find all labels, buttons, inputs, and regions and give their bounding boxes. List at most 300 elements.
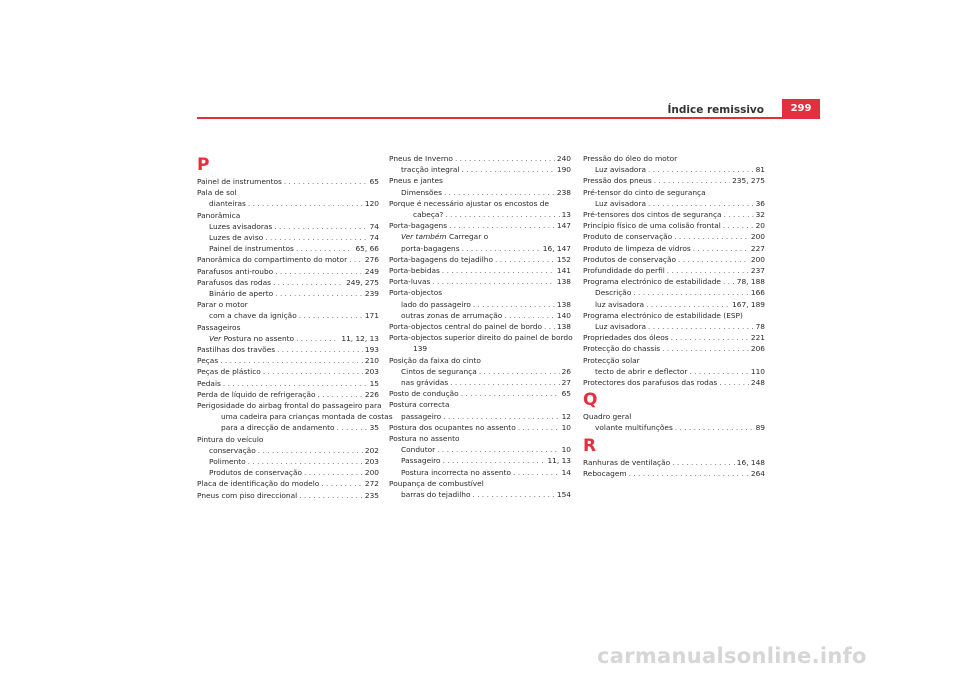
index-entry-text: Carregar o [446,232,489,242]
index-entry-text: Pré-tensor do cinto de segurança [583,187,706,197]
index-entry [389,467,571,478]
index-entry [389,433,571,444]
dot-leader [678,254,749,265]
dot-leader [275,266,363,277]
index-entry-text: Parafusos anti-roubo [197,266,274,276]
index-entry [389,411,571,422]
index-letter-heading: R [583,435,597,456]
index-entry [197,176,379,187]
index-entry-page: 15 [369,378,379,388]
index-entry [583,153,765,164]
index-entry [583,287,765,298]
index-entry-text: Postura no assento [221,333,295,343]
index-entry-page: 167, 189 [732,299,765,309]
index-entry-page: 74 [369,221,379,231]
dot-leader [462,243,541,254]
index-entry [583,209,765,220]
index-entry [389,355,571,366]
index-entry-page: 276 [364,255,379,265]
index-entry-page: 238 [556,187,571,197]
dot-leader [473,489,555,500]
index-entry [583,332,765,343]
index-entry [389,310,571,321]
dot-leader [504,310,555,321]
index-entry-page: 36 [755,198,765,208]
index-entry-text: Passageiro [401,456,441,466]
index-entry-text: Pressão dos pneus [583,176,652,186]
index-entry [197,221,379,232]
dot-leader [450,377,559,388]
index-entry-page: 200 [750,232,765,242]
index-entry [389,366,571,377]
index-entry [583,164,765,175]
index-entry-page: 20 [755,221,765,231]
index-entry-page: 110 [750,366,765,376]
index-entry-text: Poupança de combustível [389,478,484,488]
dot-leader [437,444,559,455]
index-entry [389,198,571,209]
index-entry [583,187,765,198]
index-entry-text: 139 [413,344,428,354]
page-number-badge: 299 [782,99,820,118]
index-letter-heading: P [197,155,210,175]
dot-leader [284,176,368,187]
index-entry [197,277,379,288]
index-entry-text: Posição da faixa do cinto [389,355,481,365]
index-entry-text: Rebocagem [583,468,627,478]
index-entry-text: Condutor [401,445,436,455]
index-entry [389,343,571,354]
index-entry [197,254,379,265]
index-entry-text: uma cadeira para crianças montada de costas [221,412,393,422]
index-entry [389,388,571,399]
index-entry [389,164,571,175]
index-entry-text: Pastilhas dos travões [197,345,276,355]
index-entry [583,355,765,366]
index-entry-text: Protecção solar [583,355,640,365]
index-entry-text: Cintos de segurança [401,366,477,376]
index-entry-text: Protectores dos parafusos das rodas [583,378,718,388]
index-entry-text: Luz avisadora [595,322,647,332]
dot-leader [667,265,749,276]
dot-leader [321,478,363,489]
index-entry [197,478,379,489]
index-entry-text: Luzes de aviso [209,233,264,243]
dot-leader [223,378,368,389]
index-entry-page: 16, 148 [736,457,765,467]
dot-leader [723,220,754,231]
index-entry [389,231,571,242]
dot-leader [296,243,354,254]
index-entry-text: Posto de condução [389,389,459,399]
index-entry-text: Protecção do chassis [583,344,661,354]
index-entry [389,243,571,254]
index-entry [389,276,571,287]
index-entry [389,175,571,186]
index-entry-text: Porta-luvas [389,277,431,287]
index-entry-text: Parar o motor [197,300,248,310]
index-entry [197,422,379,433]
dot-leader [432,276,555,287]
index-entry-text: Pala de sol [197,188,237,198]
index-entry-page: 65 [369,177,379,186]
index-entry-reference: Ver também [401,232,447,242]
index-entry-page: 272 [364,479,379,489]
index-entry [389,332,571,343]
index-entry-text: Produto de conservação [583,232,673,242]
index-entry-text: Ranhuras de ventilação [583,457,671,467]
index-entry-text: nas grávidas [401,378,449,388]
index-entry-text: Programa electrónico de estabilidade [583,277,721,287]
index-entry-text: Binário de aperto [209,289,274,299]
index-entry-text: Propriedades dos óleos [583,333,669,343]
dot-leader [248,198,363,209]
index-entry-page: 210 [364,356,379,366]
index-entry-page: 16, 147 [542,243,571,253]
index-entry-page: 27 [561,378,571,388]
watermark: carmanualsonline.info [597,644,867,668]
index-entry [197,378,379,389]
index-entry-page: 239 [364,289,379,299]
header-rule [197,117,820,119]
dot-leader [473,299,555,310]
dot-leader [258,445,363,456]
index-entry [583,343,765,354]
index-entry-page: 14 [561,467,571,477]
index-entry-page: 10 [561,422,571,432]
index-entry-text: Painel de instrumentos [197,177,282,186]
index-entry-text: Porta-bebidas [389,266,440,276]
index-entry-page: 78 [755,322,765,332]
index-entry-text: Polimento [209,457,246,467]
dot-leader [518,422,560,433]
index-entry-text: luz avisadora [595,299,645,309]
index-entry-text: Passageiros [197,322,241,332]
index-entry-text: Perda de líquido de refrigeração [197,389,316,399]
index-entry-page: 249, 275 [346,277,379,287]
dot-leader [277,344,363,355]
dot-leader [646,299,730,310]
dot-leader [304,467,363,478]
index-entry-page: 32 [755,210,765,220]
index-entry-text: Luz avisadora [595,198,647,208]
index-entry-page: 26 [561,366,571,376]
index-entry-text: Panorâmica do compartimento do motor [197,255,348,265]
index-entry-text: outras zonas de arrumação [401,310,503,320]
index-entry-text: Pneus de Inverno [389,154,453,163]
index-entry-text: lado do passageiro [401,299,471,309]
dot-leader [442,265,555,276]
index-entry [197,310,379,321]
dot-leader [455,153,555,164]
dot-leader [263,366,363,377]
dot-leader [461,388,560,399]
dot-leader [443,455,546,466]
index-entry-text: Peças [197,356,219,366]
index-entry-page: 81 [755,165,765,175]
dot-leader [674,231,749,242]
index-entry [197,187,379,198]
dot-leader [648,321,754,332]
index-entry [583,299,765,310]
dot-leader [633,287,749,298]
index-entry [389,187,571,198]
index-entry-text: Pressão do óleo do motor [583,154,678,163]
index-entry-text: Porta-bagagens [389,221,448,231]
dot-leader [462,164,555,175]
dot-leader [445,209,559,220]
index-entry [197,333,379,344]
dot-leader [299,490,363,501]
dot-leader [648,164,754,175]
index-entry [583,243,765,254]
index-entry-text: tecto de abrir e deflector [595,366,688,376]
index-entry [389,299,571,310]
dot-leader [318,389,363,400]
index-entry-page: 10 [561,445,571,455]
index-entry-page: 166 [750,288,765,298]
index-entry [197,400,382,411]
index-entry-page: 89 [755,423,765,433]
dot-leader [513,467,560,478]
index-entry-text: Porta-objectos [389,288,443,298]
dot-leader [220,355,363,366]
index-entry-page: 203 [364,367,379,377]
index-entry-text: Postura dos ocupantes no assento [389,422,516,432]
index-entry-page: 237 [750,266,765,276]
index-entry-text: Postura incorrecta no assento [401,467,511,477]
index-entry [389,209,571,220]
dot-leader [296,333,339,344]
index-entry [583,310,765,321]
dot-leader [672,457,735,468]
index-entry [389,321,571,332]
index-entry [389,444,571,455]
index-entry-text: Postura correcta [389,400,450,410]
index-entry [197,389,379,400]
dot-leader [671,332,749,343]
index-entry [583,377,765,388]
dot-leader [444,187,555,198]
index-entry-page: 200 [750,254,765,264]
index-entry-text: conservação [209,445,256,455]
dot-leader [654,175,730,186]
index-entry-page: 203 [364,457,379,467]
index-entry-page: 202 [364,445,379,455]
index-entry [197,456,379,467]
index-entry-page: 226 [364,389,379,399]
index-entry-page: 140 [556,310,571,320]
page-header-title: Índice remissivo [667,104,764,116]
index-entry [197,490,379,501]
index-entry-text: Pré-tensores dos cintos de segurança [583,210,722,220]
index-entry-page: 190 [556,165,571,175]
dot-leader [274,221,367,232]
index-entry-page: 65 [561,389,571,399]
index-entry-page: 65, 66 [355,244,379,254]
index-entry-text: cabeça? [413,210,444,220]
dot-leader [723,276,735,287]
index-entry [583,220,765,231]
index-entry-page: 240 [556,154,571,163]
index-entry-page: 206 [750,344,765,354]
index-entry [197,344,379,355]
index-entry-text: Luz avisadora [595,165,647,175]
index-entry [583,366,765,377]
dot-leader [719,377,749,388]
index-entry-text: Produto de limpeza de vidros [583,243,691,253]
index-entry [583,175,765,186]
dot-leader [479,366,560,377]
index-entry-text: passageiro [401,411,442,421]
index-entry-text: Placa de identificação do modelo [197,479,320,489]
index-entry-text: barras do tejadilho [401,490,471,500]
index-entry [197,243,379,254]
index-entry-text: Porta-objectos superior direito do painel de bordo [389,333,573,343]
index-entry [389,489,571,500]
index-entry-page: 248 [750,378,765,388]
index-entry [197,411,393,422]
index-entry [197,467,379,478]
index-entry [197,355,379,366]
index-entry [197,266,379,277]
dot-leader [689,366,748,377]
index-entry [197,434,379,445]
index-entry [197,366,379,377]
index-entry-text: Postura no assento [389,434,460,444]
index-entry-page: 120 [364,199,379,209]
index-entry-text: com a chave da ignição [209,311,297,321]
index-column-3 [583,153,765,479]
index-entry-text: Pedais [197,378,221,388]
index-entry [389,422,571,433]
index-entry-page: 11, 13 [547,456,571,466]
index-entry-page: 35 [369,423,379,433]
index-entry-page: 138 [556,277,571,287]
index-entry-text: Parafusos das rodas [197,277,271,287]
index-entry [197,299,379,310]
index-entry [583,276,765,287]
index-entry [389,265,571,276]
index-entry [583,422,765,433]
dot-leader [443,411,559,422]
index-entry-page: 138 [556,322,571,332]
index-column-1 [197,153,393,501]
dot-leader [248,456,363,467]
dot-leader [724,209,754,220]
index-entry-text: Profundidade do perfil [583,266,665,276]
dot-leader [495,254,555,265]
index-entry-text: tracção integral [401,165,460,175]
index-entry-text: Produtos de conservação [583,254,677,264]
index-entry [389,478,571,489]
index-entry [197,198,379,209]
index-entry-page: 74 [369,233,379,243]
index-entry-text: Luzes avisadoras [209,221,273,231]
index-entry-text: dianteiras [209,199,246,209]
index-entry [583,231,765,242]
index-entry-page: 12 [561,411,571,421]
index-entry-text: Dimensões [401,187,442,197]
index-entry [583,457,765,468]
index-entry-text: Quadro geral [583,412,632,422]
index-entry-page: 249 [364,266,379,276]
index-entry [389,254,571,265]
index-entry [197,232,379,243]
dot-leader [662,343,749,354]
dot-leader [273,277,344,288]
dot-leader [648,198,754,209]
index-entry-page: 200 [364,468,379,478]
index-letter-heading: Q [583,390,598,411]
index-entry-page: 147 [556,221,571,231]
index-entry [583,254,765,265]
index-entry [197,322,379,333]
index-entry-text: Panorâmica [197,210,241,220]
dot-leader [544,321,555,332]
dot-leader [449,220,555,231]
index-entry-text: Porta-bagagens do tejadilho [389,254,494,264]
index-entry-text: Peças de plástico [197,367,261,377]
index-entry [389,455,571,466]
index-entry-page: 264 [750,468,765,478]
index-column-2 [389,153,571,500]
index-entry [583,321,765,332]
index-entry-page: 154 [556,490,571,500]
index-entry [389,377,571,388]
index-entry-text: Porta-objectos central do painel de bordo [389,322,543,332]
dot-leader [337,422,368,433]
index-entry [583,265,765,276]
index-entry [583,411,765,422]
index-entry [583,468,765,479]
index-entry-text: Pneus e jantes [389,176,443,186]
index-entry [389,153,571,164]
index-entry-text: Descrição [595,288,632,298]
dot-leader [299,310,363,321]
dot-leader [265,232,367,243]
index-entry [389,287,571,298]
index-entry-page: 221 [750,333,765,343]
index-entry-text: porta-bagagens [401,243,460,253]
index-entry-text: Perigosidade do airbag frontal do passageiro para [197,401,382,411]
index-entry-text: Porque é necessário ajustar os encostos de [389,198,550,208]
index-entry-page: 11, 12, 13 [341,333,379,343]
index-entry-text: Programa electrónico de estabilidade (ESP) [583,310,743,320]
index-entry-page: 138 [556,299,571,309]
index-entry-page: 152 [556,254,571,264]
index-entry-page: 78, 188 [736,277,765,287]
index-entry-text: Painel de instrumentos [209,244,294,254]
dot-leader [349,254,363,265]
dot-leader [693,243,749,254]
index-entry [389,220,571,231]
index-entry [583,198,765,209]
index-entry-page: 235 [364,490,379,500]
index-entry [197,288,379,299]
index-entry [197,210,379,221]
index-entry-text: Pintura do veículo [197,434,264,444]
index-entry-page: 141 [556,266,571,276]
index-entry-page: 227 [750,243,765,253]
dot-leader [275,288,363,299]
index-entry-text: para a direcção de andamento [221,423,335,433]
index-entry-page: 193 [364,345,379,355]
index-entry-page: 235, 275 [732,176,765,186]
index-entry-text: Produtos de conservação [209,468,303,478]
index-entry-reference: Ver [209,333,222,343]
index-entry [389,399,571,410]
